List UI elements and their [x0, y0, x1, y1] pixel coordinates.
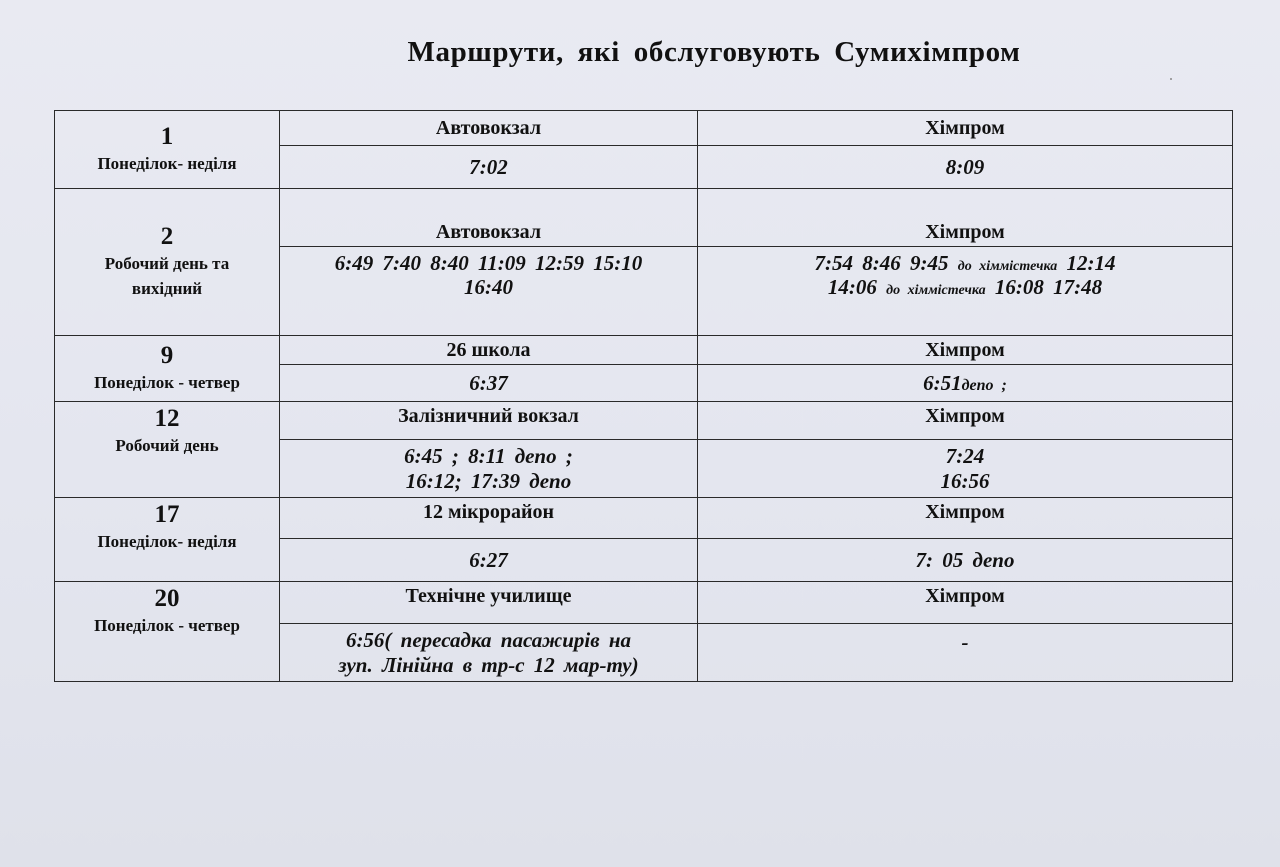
destination-stop: Хімпром — [698, 189, 1233, 247]
times-value: 7:54 8:46 9:45 — [814, 251, 949, 275]
destination-times: 8:09 — [698, 146, 1233, 189]
route-days-line: вихідний — [131, 279, 203, 298]
origin-stop: Залізничний вокзал — [280, 402, 698, 440]
route-number: 20 — [154, 585, 180, 612]
times-value: 6:51 — [923, 370, 962, 395]
origin-times: 7:02 — [280, 146, 698, 189]
times-line: 16:56 — [940, 468, 990, 493]
times-value: 14:06 — [827, 275, 877, 300]
times-line: 16:40 — [464, 275, 513, 300]
times-value: 12:14 — [1066, 251, 1116, 275]
times-note: до хіммістечка — [957, 259, 1058, 274]
route-days: Понеділок- неділя — [97, 532, 237, 551]
origin-times — [280, 440, 698, 498]
times-line — [704, 251, 1226, 275]
route-2-cell — [55, 189, 280, 336]
destination-stop: Хімпром — [698, 336, 1233, 365]
route-12-cell — [55, 402, 280, 498]
origin-times — [280, 247, 698, 336]
destination-stop: Хімпром — [698, 498, 1233, 539]
route-number: 9 — [160, 342, 174, 370]
times-value: 16:08 17:48 — [994, 275, 1103, 300]
times-line: 6:45 ; 8:11 депо ; — [404, 444, 573, 469]
origin-times: 6:27 — [280, 539, 698, 582]
route-1-stops-row — [55, 111, 1233, 146]
route-1-cell — [55, 111, 280, 189]
destination-stop: Хімпром — [698, 582, 1233, 624]
destination-times: 7: 05 депо — [698, 539, 1233, 582]
route-12-stops-row — [55, 402, 1233, 440]
route-20-cell — [55, 582, 280, 682]
route-days-line: Робочий день та — [104, 254, 230, 274]
route-20-stops-row — [55, 582, 1233, 624]
route-2-stops-row — [55, 189, 1233, 247]
route-number: 2 — [160, 223, 174, 251]
route-9-cell — [55, 336, 280, 402]
times-note: депо ; — [961, 376, 1007, 394]
route-number: 17 — [154, 501, 180, 528]
destination-times: - — [698, 624, 1233, 682]
destination-stop: Хімпром — [698, 111, 1233, 146]
origin-stop: 12 мікрорайон — [280, 498, 698, 539]
destination-times — [698, 440, 1233, 498]
times-line: 6:49 7:40 8:40 11:09 12:59 15:10 — [334, 251, 643, 275]
times-line: зуп. Лінійна в тр-с 12 мар-ту) — [338, 652, 639, 677]
times-line: 16:12; 17:39 депо — [405, 468, 572, 493]
times-line: 7:24 — [945, 444, 985, 469]
origin-stop: Технічне училище — [280, 582, 698, 624]
routes-table — [54, 110, 1233, 682]
route-days: Понеділок - четвер — [94, 616, 240, 635]
route-17-cell — [55, 498, 280, 582]
route-number: 1 — [160, 123, 174, 151]
route-9-stops-row — [55, 336, 1233, 365]
route-days: Робочий день — [115, 436, 219, 455]
times-note: до хіммістечка — [886, 283, 986, 299]
paper-speck — [1170, 78, 1172, 80]
origin-stop: 26 школа — [280, 336, 698, 365]
destination-times — [698, 247, 1233, 336]
origin-times: 6:37 — [280, 365, 698, 402]
times-line — [704, 275, 1226, 299]
destination-stop: Хімпром — [698, 402, 1233, 440]
route-days: Понеділок- неділя — [97, 154, 237, 174]
origin-times — [280, 624, 698, 682]
route-number: 12 — [154, 405, 180, 432]
origin-stop: Автовокзал — [280, 111, 698, 146]
destination-times — [698, 365, 1233, 402]
route-17-stops-row — [55, 498, 1233, 539]
page-title: Маршрути, які обслуговують Сумихімпром — [407, 36, 1021, 68]
times-line: 6:56( пересадка пасажирів на — [345, 628, 632, 653]
route-days: Понеділок - четвер — [94, 373, 240, 393]
origin-stop: Автовокзал — [280, 189, 698, 247]
